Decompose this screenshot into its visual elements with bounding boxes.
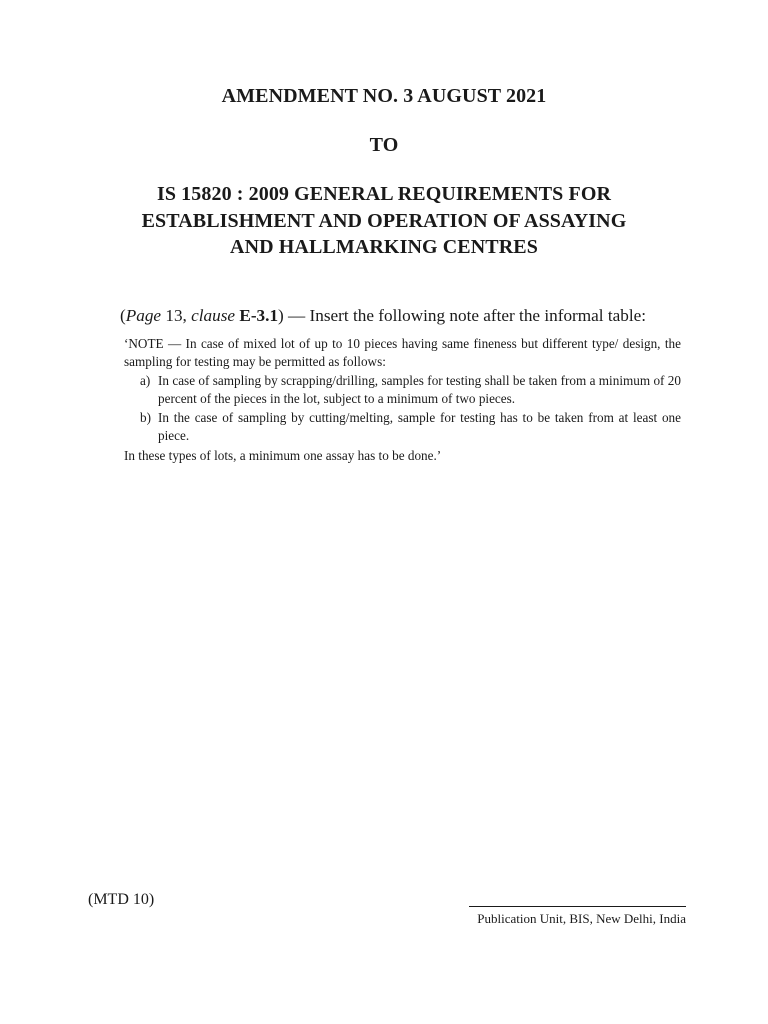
instruction-open-paren: ( [120, 306, 126, 325]
footer-divider [469, 906, 686, 907]
note-intro: ‘NOTE — In case of mixed lot of up to 10 pieces having same fineness but different type/ design, the sampling for testing may be permitted as follows: [124, 336, 681, 369]
instruction-rest: ) — Insert the following note after the informal table: [278, 306, 647, 325]
note-list [124, 372, 681, 444]
instruction-page-word: Page [125, 306, 162, 325]
amendment-instruction [120, 306, 700, 326]
publisher-line: Publication Unit, BIS, New Delhi, India [477, 911, 686, 926]
note-block [124, 335, 681, 464]
list-item [124, 409, 681, 444]
list-item-text: In the case of sampling by cutting/melting, sample for testing has to be taken from at least one piece. [158, 410, 681, 443]
list-item-text: In case of sampling by scrapping/drilling, samples for testing shall be taken from a minimum of 20 percent of the pieces in the lot, subject to a minimum of two pieces. [158, 373, 681, 406]
instruction-clause-word: clause [191, 306, 236, 325]
amendment-heading: AMENDMENT NO. 3 AUGUST 2021 [221, 85, 547, 107]
instruction-page-number: 13, [161, 306, 192, 325]
standard-title-line-1: IS 15820 : 2009 GENERAL REQUIREMENTS FOR [156, 183, 612, 205]
committee-reference: (MTD 10) [88, 891, 155, 908]
note-closing: In these types of lots, a minimum one assay has to be done.’ [124, 447, 442, 463]
list-item-marker: b) [140, 410, 151, 426]
standard-title-line-2: ESTABLISHMENT AND OPERATION OF ASSAYING [141, 209, 627, 232]
list-item [124, 372, 681, 407]
standard-title [0, 181, 768, 261]
list-item-marker: a) [140, 373, 151, 389]
standard-title-line-3: AND HALLMARKING CENTRES [230, 236, 538, 258]
instruction-clause-ref: E-3.1 [239, 306, 279, 325]
to-line: TO [369, 134, 399, 156]
